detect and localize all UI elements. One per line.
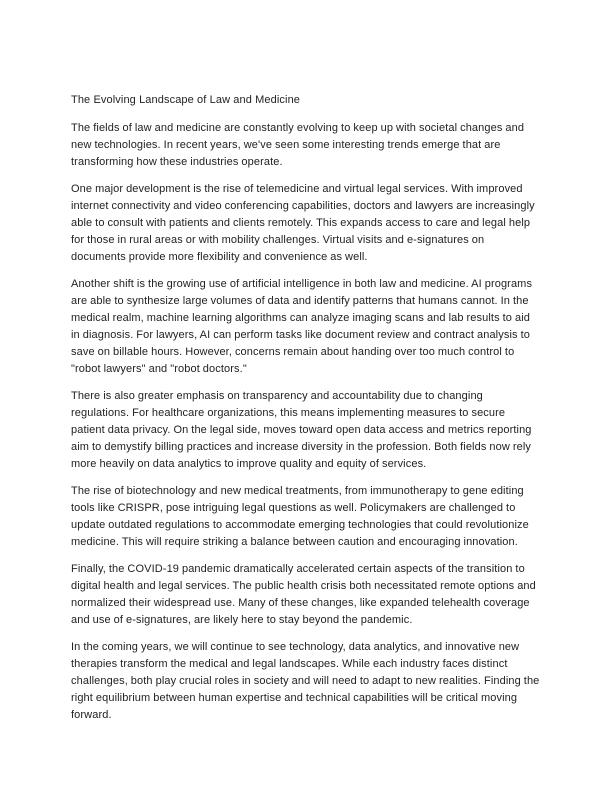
paragraph-intro: The fields of law and medicine are constantly evolving to keep up with societal changes and new technologies. In recent years, we've seen some interesting trends emerge that are transforming how these industries operate. (71, 122, 525, 168)
paragraph-telemedicine: One major development is the rise of telemedicine and virtual legal services. With improved internet connectivity and video conferencing capabilities, doctors and lawyers are increasingly able to consult with patients and clients remotely. This expands access to care and legal help for those in rural areas or with mobility challenges. Virtual visits and e-signatures on documents provide more flexibility and convenience as well. (71, 183, 535, 263)
paragraph-spacer (71, 378, 541, 388)
paragraph-spacer (71, 473, 541, 483)
paragraph-covid-pandemic: Finally, the COVID-19 pandemic dramatically accelerated certain aspects of the transition to digital health and legal services. The public health crisis both necessitated remote options and normalized their widespread use. Many of these changes, like expanded telehealth coverage and use of e-signatures, are likely here to stay beyond the pandemic. (71, 563, 536, 626)
paragraph-spacer (71, 629, 541, 639)
paragraph-biotechnology: The rise of biotechnology and new medical treatments, from immunotherapy to gene editing tools like CRISPR, pose intriguing legal questions as well. Policymakers are challenged to update outdated regulations to accommodate emerging technologies that could revolutionize medicine. This will require striking a balance between caution and encouraging innovation. (71, 485, 529, 548)
paragraph-artificial-intelligence: Another shift is the growing use of artificial intelligence in both law and medicine. AI programs are able to synthesize large volumes of data and identify patterns that humans cannot. In the medical realm, machine learning algorithms can analyze imaging scans and lab results to aid in diagnosis. For lawyers, AI can perform tasks like document review and contract analysis to save on billable hours. However, concerns remain about handing over too much control to "robot lawyers" and "robot doctors." (71, 278, 533, 375)
title-spacer (71, 109, 541, 120)
document-title: The Evolving Landscape of Law and Medicine (71, 94, 301, 106)
paragraph-spacer (71, 266, 541, 276)
paragraph-spacer (71, 551, 541, 561)
paragraph-conclusion: In the coming years, we will continue to see technology, data analytics, and innovative new therapies transform the medical and legal landscapes. While each industry faces distinct challenges, both play crucial roles in society and will need to adapt to new realities. Finding the right equilibrium between human expertise and technical capabilities will be critical moving forward. (71, 641, 540, 721)
document-body (71, 92, 541, 724)
paragraph-spacer (71, 171, 541, 181)
paragraph-transparency-accountability: There is also greater emphasis on transparency and accountability due to changing regulations. For healthcare organizations, this means implementing measures to secure patient data privacy. On the legal side, moves toward open data access and metrics reporting aim to demystify billing practices and increase diversity in the profession. Both fields now rely more heavily on data analytics to improve quality and equity of services. (71, 390, 532, 470)
